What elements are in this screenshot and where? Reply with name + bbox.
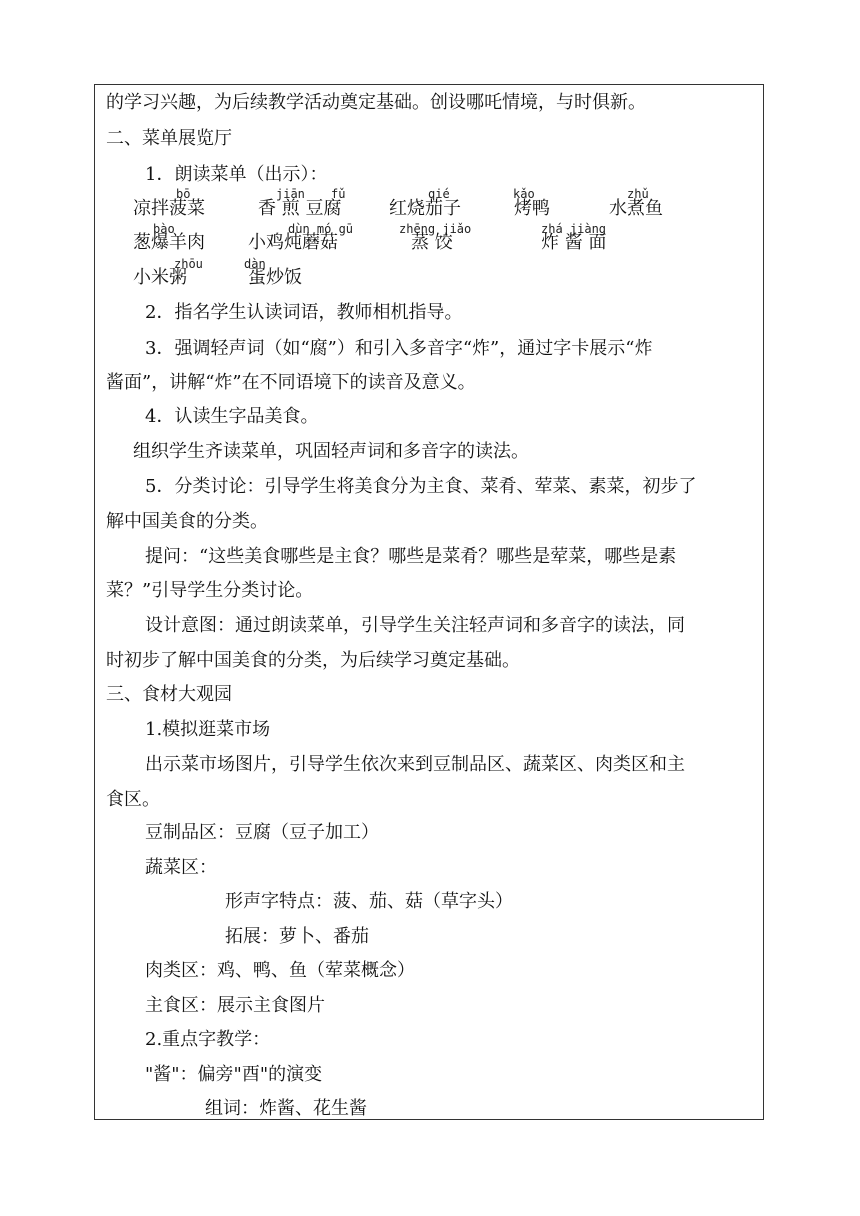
text-line: 的学习兴趣，为后续教学活动奠定基础。创设哪吒情境，与时俱新。 [106, 92, 646, 113]
activity-2: 2.重点字教学： [145, 1029, 271, 1050]
menu-item: 葱爆羊肉 [133, 232, 205, 253]
question: 提问：“这些美食哪些是主食？哪些是菜肴？哪些是荤菜，哪些是素 [145, 546, 677, 567]
menu-item: 水煮鱼 [609, 198, 663, 219]
question-cont: 菜？”引导学生分类讨论。 [106, 580, 314, 601]
pinyin: dàn [244, 257, 266, 271]
step-4-detail: 组织学生齐读菜单，巩固轻声词和多音字的读法。 [133, 441, 529, 462]
step-4: 4．认读生字品美食。 [145, 406, 319, 427]
zone-vegetable: 蔬菜区： [145, 857, 217, 878]
activity-1-text-cont: 食区。 [106, 789, 160, 810]
menu-item: 蛋炒饭 [248, 267, 302, 288]
pinyin: jiān [276, 187, 305, 201]
step-2: 2．指名学生认读词语，教师相机指导。 [145, 302, 463, 323]
activity-1-text: 出示菜市场图片，引导学生依次来到豆制品区、蔬菜区、肉类区和主 [145, 754, 685, 775]
menu-item: 香 煎 豆腐 [258, 198, 342, 219]
menu-item: 蒸 饺 [411, 232, 453, 253]
zone-vegetable-extend: 拓展：萝卜、番茄 [225, 926, 369, 947]
design-intent-cont: 时初步了解中国美食的分类，为后续学习奠定基础。 [106, 650, 520, 671]
step-3: 3．强调轻声词（如“腐”）和引入多音字“炸”，通过字卡展示“炸 [145, 338, 653, 359]
pinyin: dùn mó gū [288, 222, 354, 236]
step-1: 1．朗读菜单（出示）： [145, 164, 328, 185]
pinyin: kǎo [513, 187, 535, 201]
step-3-cont: 酱面”，讲解“炸”在不同语境下的读音及意义。 [106, 372, 476, 393]
pinyin: fǔ [331, 187, 346, 201]
menu-item: 凉拌菠菜 [133, 198, 205, 219]
pinyin: bō [176, 187, 191, 201]
menu-item: 红烧茄子 [389, 198, 461, 219]
pinyin: qié [428, 187, 450, 201]
pinyin: zhēng jiǎo [399, 222, 472, 236]
zone-vegetable-feature: 形声字特点：菠、茄、菇（草字头） [225, 891, 513, 912]
zone-meat: 肉类区：鸡、鸭、鱼（荤菜概念） [145, 960, 415, 981]
pinyin: bào [153, 222, 175, 236]
key-char-words: 组词：炸酱、花生酱 [205, 1098, 367, 1119]
menu-item: 小米粥 [133, 267, 187, 288]
zone-bean: 豆制品区：豆腐（豆子加工） [145, 822, 379, 843]
menu-item: 小鸡炖蘑菇 [248, 232, 338, 253]
pinyin: zhōu [174, 257, 203, 271]
zone-staple: 主食区：展示主食图片 [145, 995, 325, 1016]
pinyin: zhá jiàng [541, 222, 607, 236]
step-5-cont: 解中国美食的分类。 [106, 511, 268, 532]
pinyin: zhǔ [627, 187, 649, 201]
menu-item: 烤鸭 [514, 198, 550, 219]
design-intent: 设计意图：通过朗读菜单，引导学生关注轻声词和多音字的读法，同 [145, 615, 685, 636]
section-heading-menu: 二、菜单展览厅 [106, 128, 232, 149]
step-5: 5．分类讨论：引导学生将美食分为主食、菜肴、荤菜、素菜，初步了 [145, 476, 697, 497]
menu-item: 炸 酱 面 [541, 232, 607, 253]
key-char: "酱"：偏旁"酉"的演变 [145, 1064, 323, 1085]
section-heading-ingredients: 三、食材大观园 [106, 684, 232, 705]
activity-1: 1.模拟逛菜市场 [145, 719, 271, 740]
